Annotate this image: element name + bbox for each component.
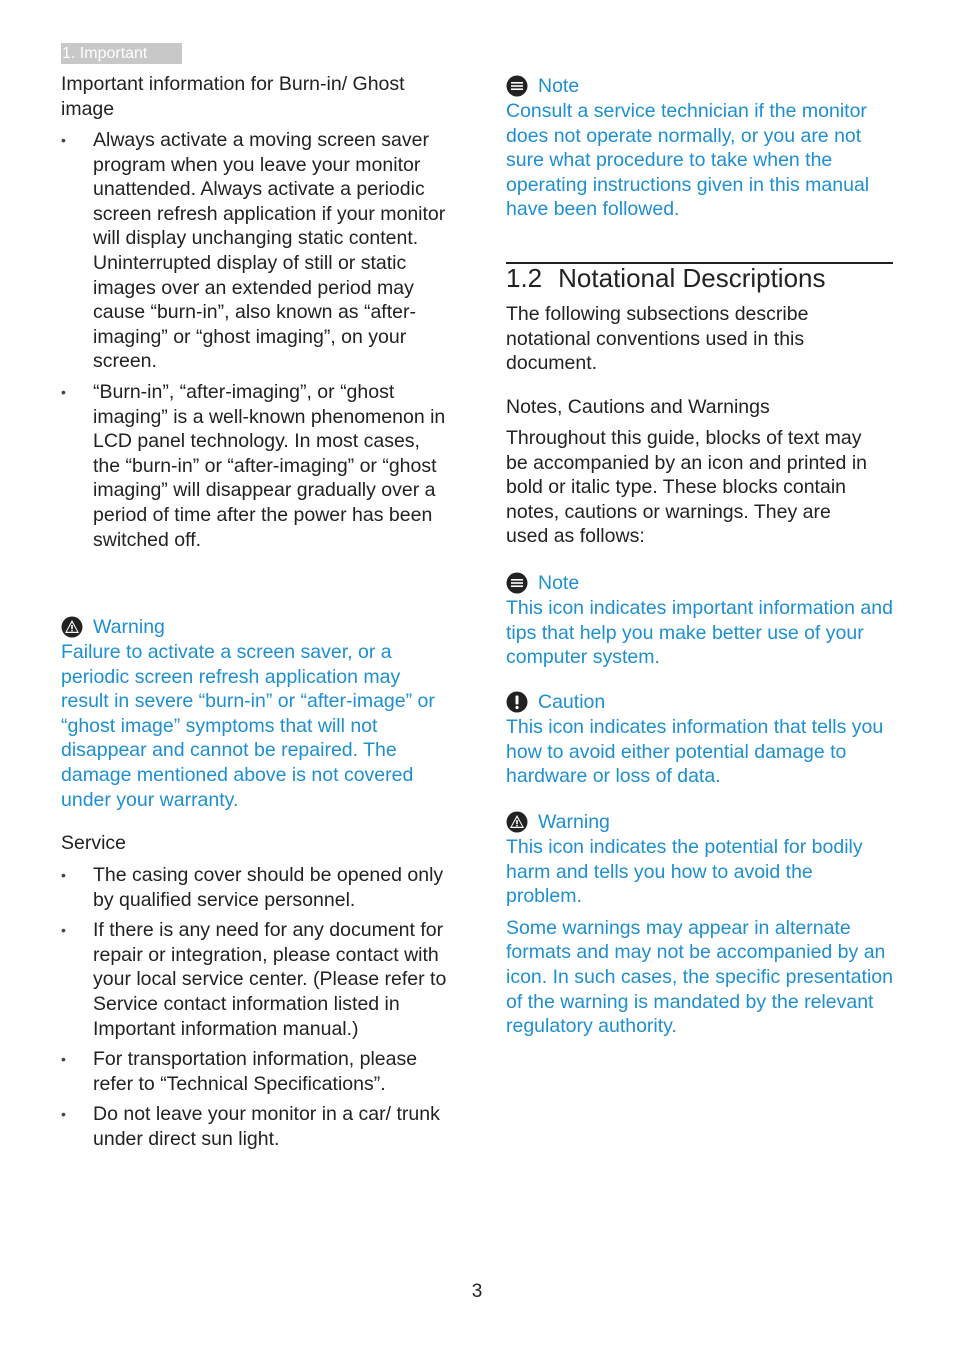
list-item-text: If there is any need for any document for repair or integration, please contact with your local service center. (Please refer to Service contact information listed in Important information manual.) xyxy=(93,919,447,1040)
list-item xyxy=(61,380,451,552)
service-list xyxy=(61,863,451,1158)
note-block xyxy=(506,73,894,222)
bullet-icon: • xyxy=(61,383,66,400)
bullet-icon: • xyxy=(61,1051,66,1068)
note-text: Consult a service technician if the monitor does not operate normally, or you are not sure what procedure to take when the operating instructions given in this manual have been followed. xyxy=(506,100,870,221)
list-item xyxy=(61,918,451,1041)
note-text: This icon indicates important information and tips that help you make better use of your computer system. xyxy=(506,597,893,669)
list-item-text: The casing cover should be opened only by qualified service personnel. xyxy=(93,864,444,911)
warning-text: Failure to activate a screen saver, or a periodic screen refresh application may result in severe “burn-in” or “after-image” or “ghost image” symptoms that will not disappear and cannot be repaired. The damage mentioned above is not covered under your warranty. xyxy=(61,641,435,811)
warning-heading xyxy=(61,614,451,640)
bullet-icon: • xyxy=(61,867,66,883)
list-item xyxy=(61,1047,451,1096)
warning-icon xyxy=(61,616,83,638)
list-item-text: Always activate a moving screen saver program when you leave your monitor unattended. Always activate a periodic screen refresh application if your monitor will display unchanging static content. Uninterrupted display of still or static images over an extended period may cause “burn-in”, also known as “after-imaging” or “ghost imaging”, on your screen. xyxy=(93,129,446,373)
section-title: Notational Descriptions xyxy=(558,263,826,293)
warning-icon xyxy=(506,811,528,833)
warning-heading xyxy=(506,809,894,835)
bullet-icon: • xyxy=(61,922,66,939)
body-text: Throughout this guide, blocks of text may be accompanied by an icon and printed in bold or italic type. These blocks contain notes, cautions or warnings. They are used as follows: xyxy=(506,427,867,548)
list-item-text: “Burn-in”, “after-imaging”, or “ghost imaging” is a well-known phenomenon in LCD panel technology. In most cases, the “burn-in” or “after-imaging” or “ghost imaging” will disappear gradually over a period of time after the power has been switched off. xyxy=(93,380,446,551)
note-icon xyxy=(506,572,528,594)
section-tab-label: 1. Important xyxy=(62,45,148,62)
note-label: Note xyxy=(538,74,580,97)
caution-label: Caution xyxy=(538,690,606,713)
warning-block xyxy=(61,614,451,812)
intro-text: The following subsections describe notational conventions used in this document. xyxy=(506,303,809,375)
list-item xyxy=(61,128,451,374)
subheading: Notes, Cautions and Warnings xyxy=(506,396,770,418)
list-item-text: Do not leave your monitor in a car/ trunk under direct sun light. xyxy=(93,1103,440,1150)
bullet-icon: • xyxy=(61,132,66,148)
note-block xyxy=(506,570,894,670)
list-item xyxy=(61,1102,451,1151)
note-icon xyxy=(506,75,528,97)
section-tab xyxy=(61,43,182,64)
section-number: 1.2 xyxy=(506,263,543,293)
note-heading xyxy=(506,570,894,596)
bullet-icon: • xyxy=(61,1106,66,1123)
warning-block xyxy=(506,809,894,1039)
caution-text: This icon indicates information that tells you how to avoid either potential damage to hardware or loss of data. xyxy=(506,716,884,788)
warning-label: Warning xyxy=(538,810,610,833)
warning-label: Warning xyxy=(93,615,165,638)
caution-heading xyxy=(506,689,894,715)
caution-icon xyxy=(506,691,528,713)
page-number: 3 xyxy=(471,1281,483,1302)
service-title: Service xyxy=(61,832,127,854)
list-item xyxy=(61,863,451,912)
section-heading xyxy=(506,262,826,294)
warning-text: This icon indicates the potential for bodily harm and tells you how to avoid the problem. xyxy=(506,836,863,908)
warning-extra-text: Some warnings may appear in alternate formats and may not be accompanied by an icon. In such cases, the specific presentation of the warning is mandated by the relevant regulatory authority. xyxy=(506,916,893,1038)
list-item-text: For transportation information, please refer to “Technical Specifications”. xyxy=(93,1048,418,1095)
note-label: Note xyxy=(538,571,580,594)
caution-block xyxy=(506,689,894,789)
burnin-list xyxy=(61,128,451,558)
burnin-title: Important information for Burn-in/ Ghost image xyxy=(61,73,405,120)
note-heading xyxy=(506,73,894,99)
